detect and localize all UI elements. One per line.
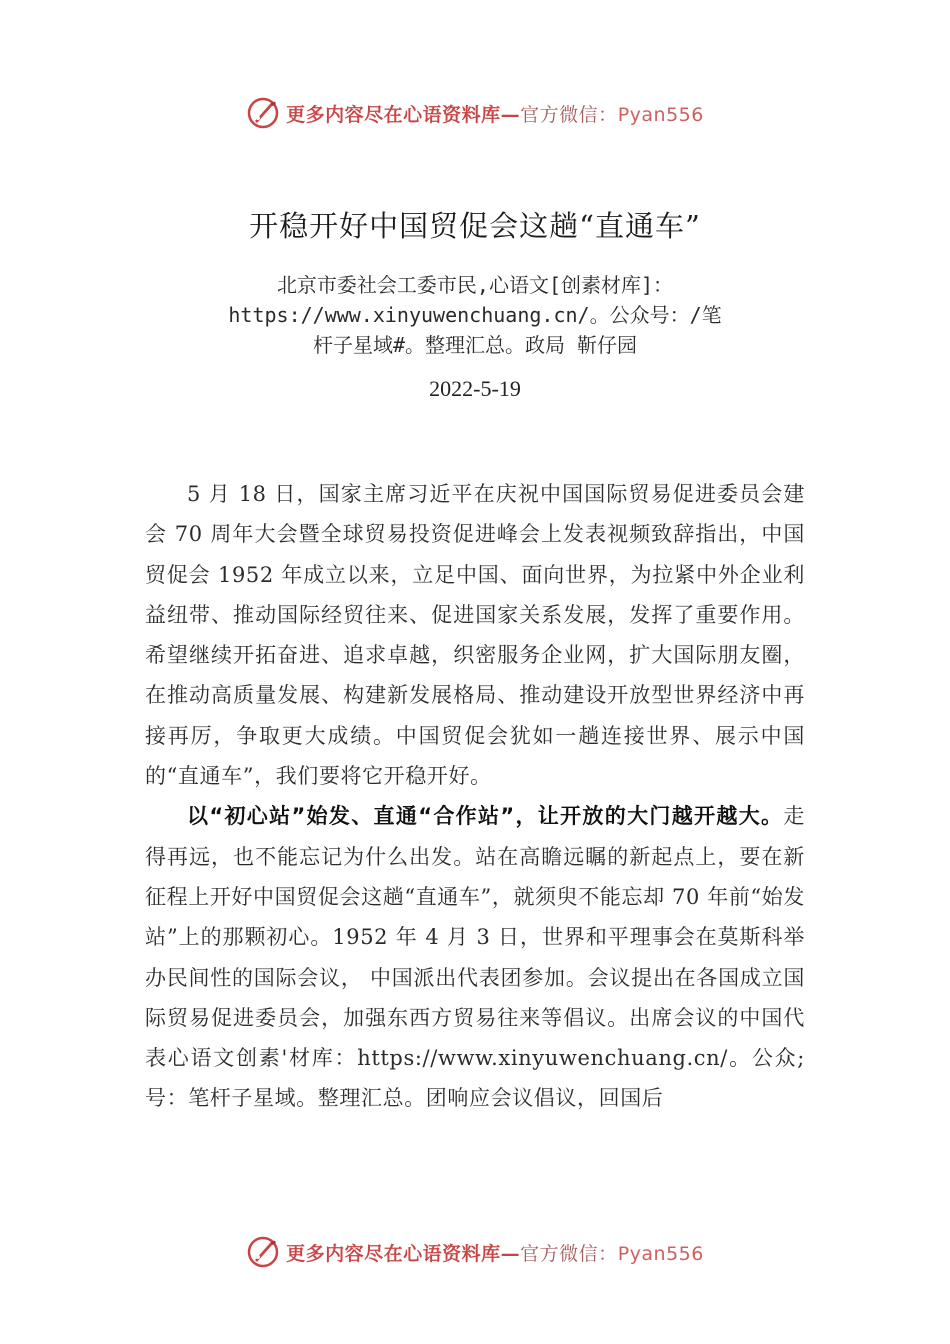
article-body [145,474,805,1119]
paragraph-2-lead: 以“初心站”始发、直通“合作站”，让开放的大门越开越大。 [187,804,784,829]
watermark-dash: — [500,1242,521,1265]
author-line-3: 杆子星域#。整理汇总。政局 靳仔园 [312,333,638,357]
author-line-2: https://www.xinyuwenchuang.cn/。公众号：/笔 [228,303,722,327]
footer-watermark [0,1232,950,1272]
author-line-1: 北京市委社会工委市民,心语文[创素材库]： [276,273,674,297]
quill-logo-icon [246,1235,280,1269]
article-title: 开稳开好中国贸促会这趟“直通车” [249,209,701,243]
watermark-wechat-label: 官方微信： [520,103,618,126]
paragraph-1: 5 月 18 日，国家主席习近平在庆祝中国国际贸易促进委员会建会 70 周年大会暨全球贸易投资促进峰会上发表视频致辞指出，中国贸促会 1952 年成立以来，立足中国、面向世界，为拉紧中外企业利益纽带、推动国际经贸往来、促进国家关系发展，发挥了重要作用。希望继续开拓奋进、追求卓越，织密服务企业网，扩大国际朋友圈，在推动高质量发展、构建新发展格局、推动建设开放型世界经济中再接再厉，争取更大成绩。中国贸促会犹如一趟连接世界、展示中国的“直通车”，我们要将它开稳开好。 [145,482,805,789]
watermark-dash: — [500,103,521,126]
paragraph-2-body: 走得再远，也不能忘记为什么出发。站在高瞻远瞩的新起点上，要在新征程上开好中国贸促会这趟“直通车”，就须臾不能忘却 70 年前“始发站”上的那颗初心。1952 年 4 月 3 日，世界和平理事会在莫斯科举办民间性的国际会议， 中国派出代表团参加。会议提出在各国成立国际贸易促进委员会，加强东西方贸易往来等倡议。出席会议的中国代表心语文创素'材库：https://www.xinyuwenchuang.cn/。公众;号：笔杆子星域。整理汇总。团响应会议倡议，回国后 [145,804,805,1111]
author-block [180,270,770,360]
watermark-wechat-label: 官方微信： [520,1242,618,1265]
watermark-wechat-id: Pyan556 [617,103,704,126]
watermark-wechat-id: Pyan556 [617,1242,704,1265]
watermark-main: 更多内容尽在心语资料库 [286,1242,501,1265]
article-date: 2022-5-19 [429,376,521,401]
quill-logo-icon [246,96,280,130]
watermark-main: 更多内容尽在心语资料库 [286,103,501,126]
header-watermark [0,93,950,133]
paragraph-2 [145,796,805,1118]
watermark-text [286,100,704,127]
watermark-text [286,1239,704,1266]
